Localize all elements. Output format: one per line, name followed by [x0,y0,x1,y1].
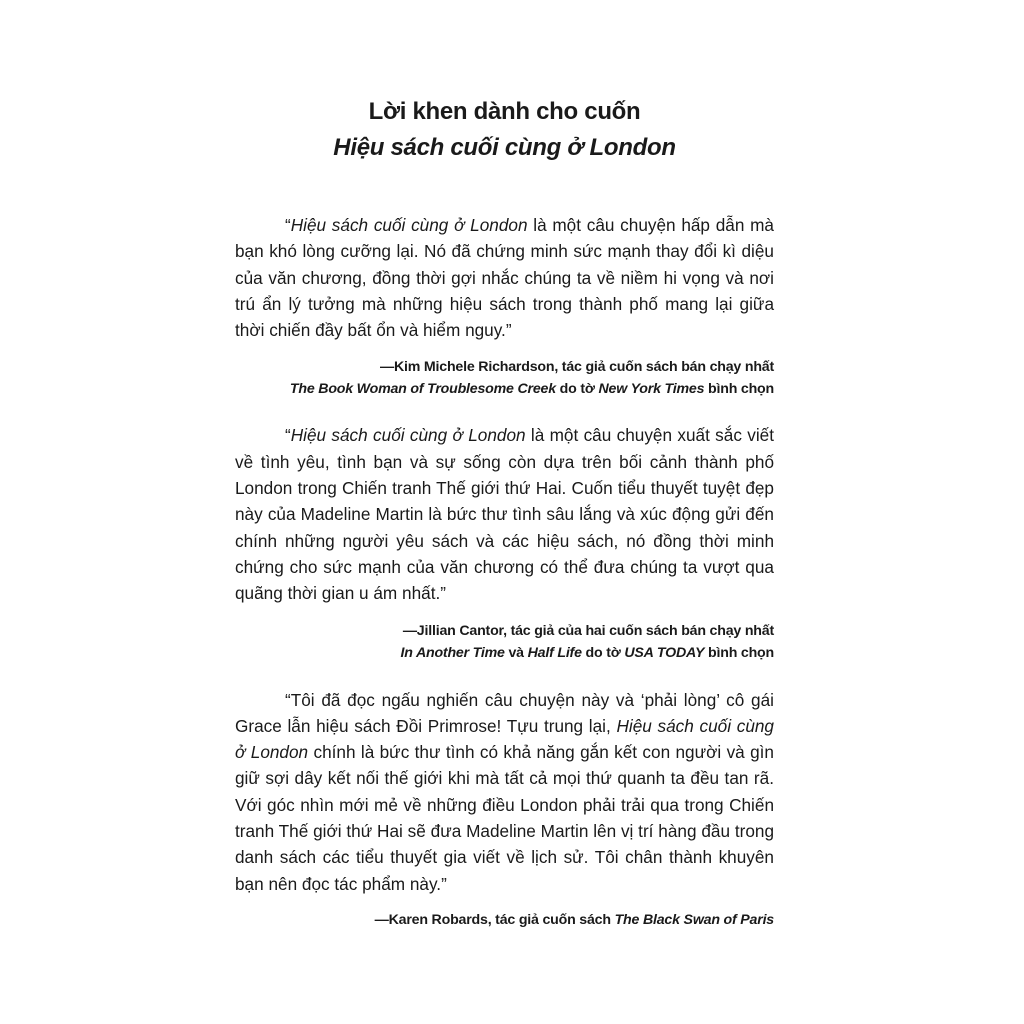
quote-mark: “ [285,425,291,446]
review-attribution-1 [235,356,774,400]
attribution-book-title: Half Life [527,644,582,661]
attribution-text: và [504,644,528,661]
attribution-book-title: The Book Woman of Troublesome Creek [289,381,556,398]
attribution-author: —Jillian Cantor, tác giả của hai cuốn sách bán chạy nhất [402,622,774,639]
book-title-italic: Hiệu sách cuối cùng ở London [290,215,528,235]
attribution-text: bình chọn [704,644,774,661]
quote-text: là một câu chuyện hấp dẫn mà bạn khó lòng cưỡng lại. Nó đã chứng minh sức mạnh thay đổi kì diệu của văn chương, đồng thời gợi nhắc chúng ta về niềm hi vọng và nơi trú ẩn lý tưởng mà những hiệu sách trong thành phố mang lại giữa thời chiến đầy bất ổn và hiểm nguy.” [235,215,774,341]
attribution-book-title: In Another Time [400,644,505,661]
title-line-1: Lời khen dành cho cuốn [368,98,641,125]
review-quote-2 [235,422,774,606]
attribution-book-title: The Black Swan of Paris [614,911,774,928]
quote-text: “Tôi đã đọc ngấu nghiến câu chuyện này và ‘phải lòng’ cô gái Grace lẫn hiệu sách Đồi Primrose! Tựu trung lại, [235,689,774,736]
book-title-italic: Hiệu sách cuối cùng ở London [235,715,774,763]
attribution-source [235,378,774,400]
attribution-author: —Kim Michele Richardson, tác giả cuốn sách bán chạy nhất [379,359,774,376]
quote-text: chính là bức thư tình có khả năng gắn kết con người và gìn giữ sợi dây kết nối thế giới khi mà tất cả mọi thứ quanh ta đều tan rã. Với góc nhìn mới mẻ về những điều London phải trải qua trong Chiến tranh Thế giới thứ Hai sẽ đưa Madeline Martin lên vị trí hàng đầu trong danh sách các tiểu thuyết gia viết về lịch sử. Tôi chân thành khuyên bạn nên đọc tác phẩm này.” [235,742,774,894]
review-quote-3 [235,687,774,897]
attribution-text: bình chọn [704,381,774,398]
review-quote-1 [235,212,774,343]
attribution-source [235,642,774,664]
praise-page [235,94,774,931]
attribution-publication: USA TODAY [624,644,705,661]
review-attribution-2 [235,620,774,664]
book-title-italic: Hiệu sách cuối cùng ở London [290,425,526,446]
attribution-text: —Karen Robards, tác giả cuốn sách [374,911,615,928]
quote-mark: “ [285,215,291,235]
review-attribution-3 [235,909,774,931]
attribution-publication: New York Times [598,381,705,398]
title-book-name: Hiệu sách cuối cùng ở London [333,134,676,161]
attribution-text: do tờ [581,644,625,661]
page-title [235,94,774,166]
attribution-author [235,909,774,931]
quote-text: là một câu chuyện xuất sắc viết về tình yêu, tình bạn và sự sống còn dựa trên bối cảnh thành phố London trong Chiến tranh Thế giới thứ Hai. Cuốn tiểu thuyết tuyệt đẹp này của Madeline Martin là bức thư tình sâu lắng và xúc động gửi đến chính những người yêu sách và các hiệu sách, nó đồng thời minh chứng cho sức mạnh của văn chương có thể đưa chúng ta vượt qua quãng thời gian u ám nhất.” [235,425,774,604]
attribution-text: do tờ [555,381,599,398]
